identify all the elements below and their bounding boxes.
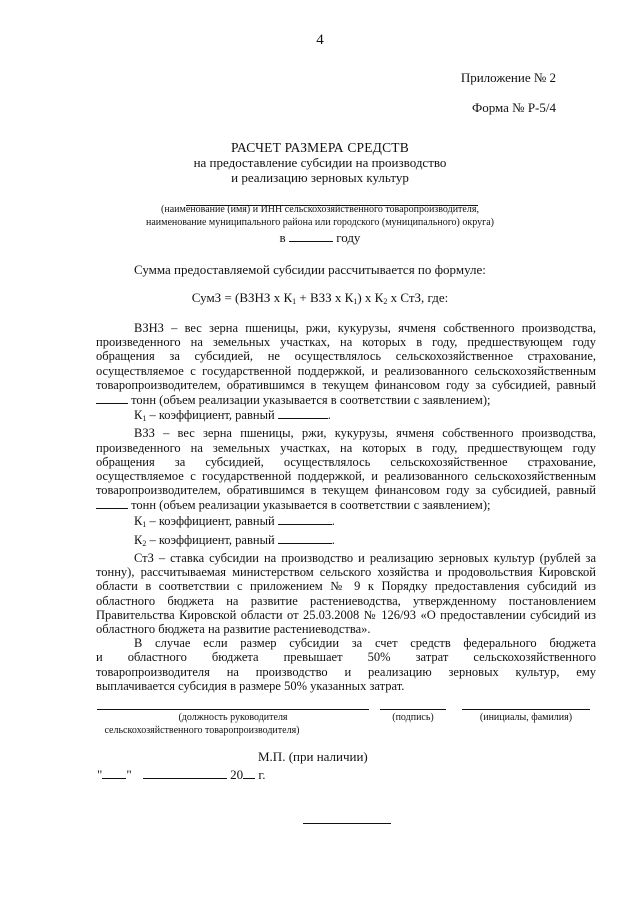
year-suffix: году bbox=[336, 230, 361, 245]
producer-caption-line-1: (наименование (имя) и ИНН сельскохозяйственного товаропроизводителя, bbox=[161, 204, 479, 215]
case-line-2: и областного бюджета превышает 50% затрат сельскохозяйственного bbox=[96, 650, 596, 665]
year-digits-blank bbox=[243, 767, 255, 779]
case-line-4: выплачивается субсидия в размере 50% указанных затрат. bbox=[96, 678, 405, 693]
vznz-line-3: обращения за субсидией, не осуществлялось сельскохозяйственное страхование, bbox=[96, 349, 596, 364]
formula-part-d: х СтЗ, где: bbox=[387, 290, 449, 305]
vzz-line-4: осуществляемое с государственной поддержкой, и реализованного сельскохозяйственным bbox=[96, 469, 596, 484]
k1-first-text: – коэффициент, равный bbox=[146, 408, 275, 423]
k1-second-text: – коэффициент, равный bbox=[146, 513, 275, 528]
document-title bbox=[0, 140, 640, 185]
stz-line-5: Правительства Кировской области от 25.03.2008 № 126/93 «О предоставлении субсидий из bbox=[96, 607, 596, 622]
k2-line: $К_2$ – коэффициент, равный . bbox=[134, 532, 335, 548]
producer-caption-line-2: наименование муниципального района или городского (муниципального) округа) bbox=[146, 217, 494, 228]
k2-sub: 2 bbox=[142, 538, 147, 548]
day-blank bbox=[102, 767, 126, 779]
date-year-prefix: 20 bbox=[230, 767, 244, 782]
k1-second-blank bbox=[278, 513, 332, 525]
date-open-quote: " bbox=[97, 767, 103, 782]
k2-blank bbox=[278, 532, 332, 544]
intro-text: Сумма предоставляемой субсидии рассчитывается по формуле: bbox=[134, 262, 486, 277]
vznz-tons-blank bbox=[96, 392, 128, 404]
stz-line-1: СтЗ – ставка субсидии на производство и реализацию зерновых культур (рублей за bbox=[134, 551, 596, 566]
vznz-line-6-text: тонн (объем реализации указывается в соответствии с заявлением); bbox=[131, 393, 491, 408]
position-caption-line-1: (должность руководителя bbox=[178, 712, 288, 723]
stz-line-3: области в соответствии с приложением № 9 к Порядку предоставления субсидий из bbox=[96, 579, 596, 594]
initials-caption: (инициалы, фамилия) bbox=[479, 712, 573, 723]
k2-label: К bbox=[134, 532, 143, 547]
vznz-line-4: осуществляемое с государственной поддержкой, и реализованного сельскохозяйственным bbox=[96, 363, 596, 378]
vznz-line-1: ВЗНЗ – вес зерна пшеницы, ржи, кукурузы, ячменя собственного производства, bbox=[134, 321, 596, 335]
formula-part-c: ) х К bbox=[357, 290, 384, 305]
date-year-suffix: г. bbox=[255, 767, 266, 782]
vzz-line-6-text: тонн (объем реализации указывается в соответствии с заявлением); bbox=[131, 498, 491, 513]
vzz-tons-blank bbox=[96, 497, 128, 509]
appendix-label: Приложение № 2 bbox=[460, 70, 556, 85]
k1-second-line: $К_1$ – коэффициент, равный . bbox=[134, 513, 335, 529]
vznz-line-2: произведенного на земельных участках, на которых в году, предшествующем году bbox=[96, 335, 596, 350]
vzz-line-1: ВЗЗ – вес зерна пшеницы, ржи, кукурузы, ячменя собственного производства, bbox=[134, 426, 596, 441]
formula-sub-3: 2 bbox=[383, 297, 388, 306]
end-separator-line bbox=[303, 823, 391, 824]
k1-first-line: $К_1$ – коэффициент, равный . bbox=[134, 408, 331, 424]
year-line bbox=[0, 230, 640, 246]
k1-second-sub: 1 bbox=[142, 519, 147, 529]
position-caption bbox=[97, 711, 369, 724]
date-line bbox=[97, 767, 266, 783]
initials-line bbox=[462, 709, 590, 710]
producer-caption bbox=[0, 203, 640, 229]
formula-part-a: СумЗ = (ВЗНЗ х К bbox=[191, 290, 293, 305]
year-blank bbox=[289, 230, 333, 242]
title-main: РАСЧЕТ РАЗМЕРА СРЕДСТВ bbox=[231, 140, 409, 155]
position-signature-line bbox=[97, 709, 369, 710]
formula-part-b: + ВЗЗ х К bbox=[296, 290, 354, 305]
formula-sub-2: 1 bbox=[353, 297, 358, 306]
formula-explanation bbox=[96, 321, 596, 693]
title-line-2: на предоставление субсидии на производство bbox=[193, 155, 447, 170]
month-blank bbox=[143, 767, 227, 779]
case-line-3: товаропроизводителя на производство и реализацию зерновых культур, ему bbox=[96, 664, 596, 679]
vznz-line-5: товаропроизводителем, обратившимся в текущем финансовом году за субсидией, равный bbox=[96, 377, 596, 392]
date-close-quote: " bbox=[126, 767, 132, 782]
stz-line-6: областного бюджета на развитие растениеводства». bbox=[96, 622, 371, 637]
stz-line-2: тонну), рассчитываемая министерством сельского хозяйства и продовольствия Кировской bbox=[96, 565, 596, 580]
k1-first-label: К bbox=[134, 408, 143, 423]
k1-first-sub: 1 bbox=[142, 414, 147, 424]
signature-caption: (подпись) bbox=[392, 712, 434, 723]
vzz-line-3: обращения за субсидией, осуществлялось сельскохозяйственное страхование, bbox=[96, 454, 596, 469]
vzz-line-5: товаропроизводителем, обратившимся в текущем финансовом году за субсидией, равный bbox=[96, 483, 596, 498]
vznz-line-6 bbox=[96, 392, 596, 407]
stamp-place: М.П. (при наличии) bbox=[258, 749, 368, 764]
vzz-line-2: произведенного на земельных участках, на которых в году, предшествующем году bbox=[96, 440, 596, 455]
stz-line-4: областного бюджета на развитие растениеводства, утвержденному постановлением bbox=[96, 593, 596, 608]
vzz-line-6 bbox=[96, 497, 596, 512]
page-number: 4 bbox=[316, 32, 324, 48]
title-line-3: и реализацию зерновых культур bbox=[231, 170, 409, 185]
case-line-1: В случае если размер субсидии за счет средств федерального бюджета bbox=[134, 636, 596, 651]
k2-text: – коэффициент, равный bbox=[146, 532, 275, 547]
k1-second-label: К bbox=[134, 513, 143, 528]
formula bbox=[0, 290, 640, 306]
year-prefix: в bbox=[279, 230, 286, 245]
k1-first-blank bbox=[278, 407, 328, 419]
signature-line bbox=[380, 709, 446, 710]
position-caption-line-2: сельскохозяйственного товаропроизводителя) bbox=[104, 725, 300, 736]
form-number: Форма № Р-5/4 bbox=[471, 100, 556, 115]
formula-sub-1: 1 bbox=[292, 297, 297, 306]
